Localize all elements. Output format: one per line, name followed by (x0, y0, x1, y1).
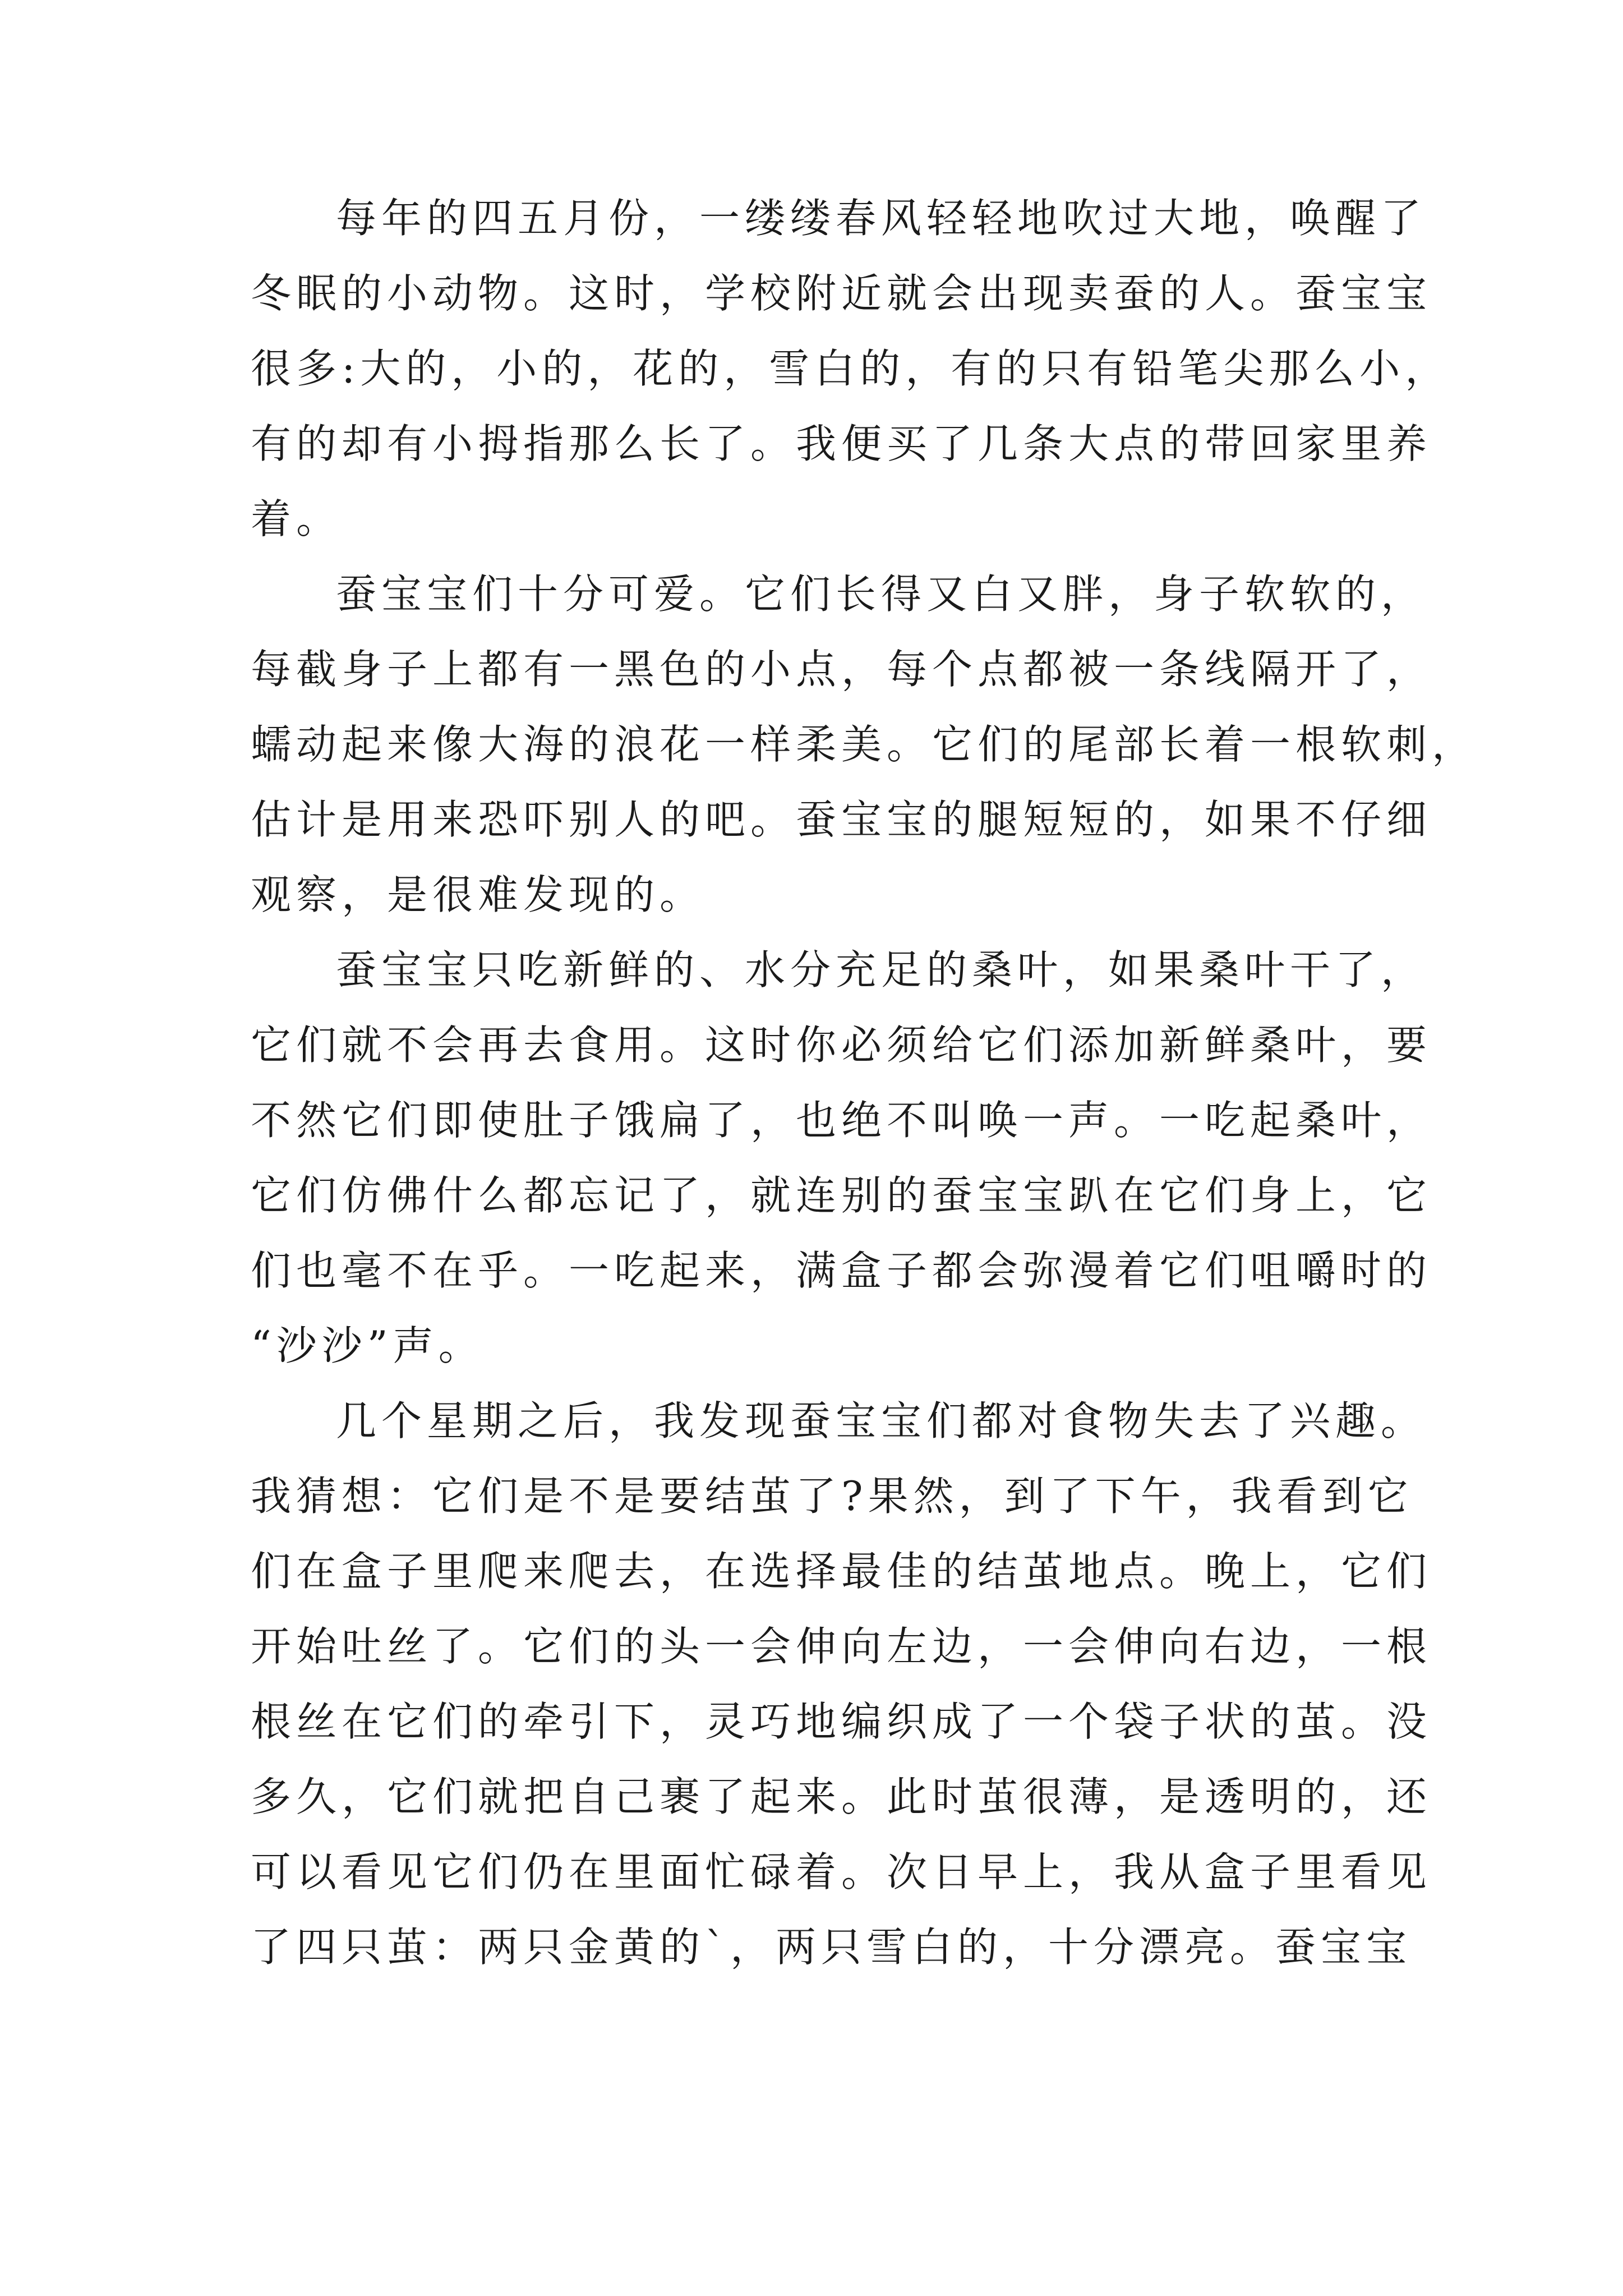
text-line: 它们仿佛什么都忘记了，就连别的蚕宝宝趴在它们身上，它 (251, 1172, 1432, 1219)
text-line: 我猜想：它们是不是要结茧了?果然，到了下午，我看到它 (251, 1473, 1413, 1520)
text-line: 根丝在它们的牵引下，灵巧地编织成了一个袋子状的茧。没 (251, 1698, 1432, 1745)
text-line: 们也毫不在乎。一吃起来，满盒子都会弥漫着它们咀嚼时的 (251, 1247, 1432, 1294)
text-line: 多久，它们就把自己裹了起来。此时茧很薄，是透明的，还 (251, 1773, 1432, 1820)
text-line: 可以看见它们仍在里面忙碌着。次日早上，我从盒子里看见 (251, 1848, 1432, 1895)
document-body (251, 181, 1478, 1985)
text-line: 了四只茧：两只金黄的`，两只雪白的，十分漂亮。蚕宝宝 (251, 1924, 1412, 1971)
text-line: “沙沙”声。 (251, 1322, 484, 1369)
text-line: 不然它们即使肚子饿扁了，也绝不叫唤一声。一吃起桑叶， (251, 1097, 1432, 1144)
text-line: 几个星期之后，我发现蚕宝宝们都对食物失去了兴趣。 (336, 1397, 1427, 1444)
text-line: 估计是用来恐吓别人的吧。蚕宝宝的腿短短的，如果不仔细 (251, 796, 1432, 843)
text-line: 着。 (251, 495, 342, 542)
paragraph-4 (251, 1383, 1432, 1985)
text-line: 每截身子上都有一黑色的小点，每个点都被一条线隔开了， (251, 646, 1432, 693)
text-line: 蚕宝宝只吃新鲜的、水分充足的桑叶，如果桑叶干了， (336, 946, 1427, 993)
paragraph-1 (251, 181, 1451, 556)
text-line: 有的却有小拇指那么长了。我便买了几条大点的带回家里养 (251, 420, 1432, 467)
text-line: 它们就不会再去食用。这时你必须给它们添加新鲜桑叶，要 (251, 1022, 1432, 1069)
text-line: 们在盒子里爬来爬去，在选择最佳的结茧地点。晚上，它们 (251, 1548, 1432, 1595)
paragraph-3 (251, 932, 1432, 1383)
text-line: 蚕宝宝们十分可爱。它们长得又白又胖，身子软软的， (336, 570, 1427, 618)
text-line: 很多:大的，小的，花的，雪白的，有的只有铅笔尖那么小， (251, 345, 1451, 392)
text-line: 冬眠的小动物。这时，学校附近就会出现卖蚕的人。蚕宝宝 (251, 270, 1432, 317)
paragraph-2 (251, 556, 1478, 932)
text-line: 观察，是很难发现的。 (251, 871, 706, 918)
text-line: 每年的四五月份，一缕缕春风轻轻地吹过大地，唤醒了 (336, 195, 1427, 242)
text-line: 开始吐丝了。它们的头一会伸向左边，一会伸向右边，一根 (251, 1623, 1432, 1670)
text-line: 蠕动起来像大海的浪花一样柔美。它们的尾部长着一根软刺， (251, 721, 1478, 768)
